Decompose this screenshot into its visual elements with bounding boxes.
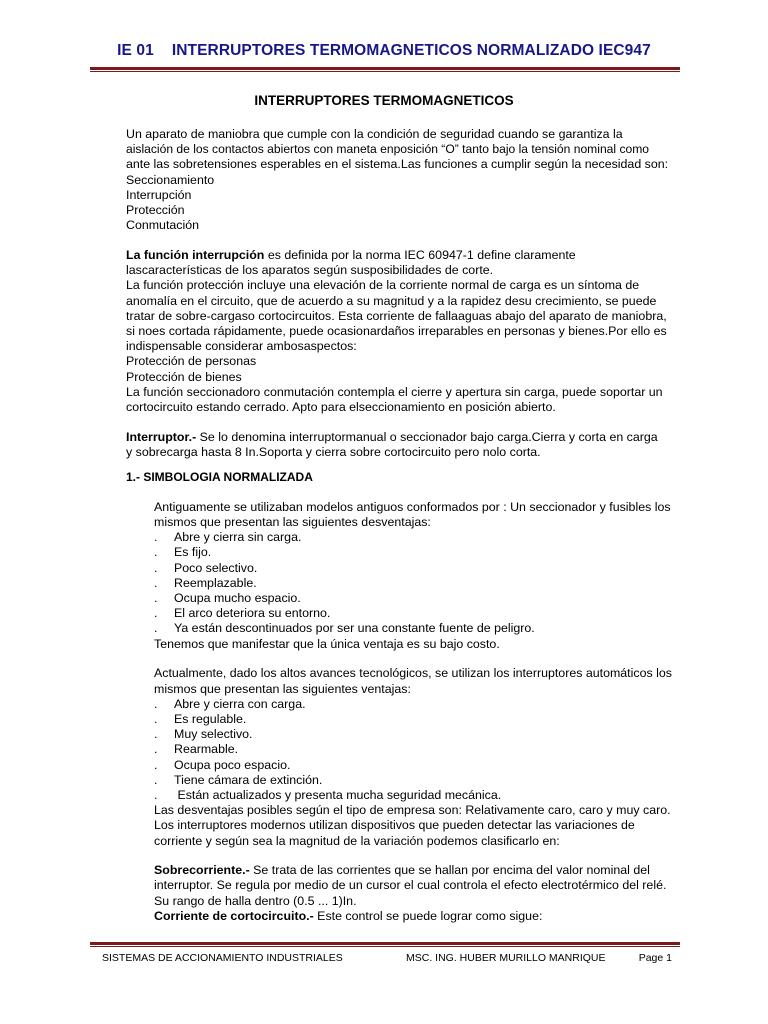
intro-line: ante las sobretensiones esperables en el sistema.Las funciones a cumplir según la necesidad son: (126, 157, 669, 172)
list-item: . Muy selectivo. (154, 727, 253, 742)
antiguo-block (154, 500, 686, 530)
antiguo-closing: Tenemos que manifestar que la única ventaja es su bajo costo. (154, 636, 500, 651)
actual-closing: Las desventajas posibles según el tipo de empresa son: Relativamente caro, caro y muy caro. (154, 803, 671, 818)
header-rule (90, 67, 680, 70)
list-item: . Es regulable. (154, 711, 247, 726)
page-header (0, 42, 768, 60)
actual-block (154, 666, 686, 924)
funcion-line: Protección de bienes (126, 369, 242, 384)
funcion-line: cortocircuito estando cerrado. Apto para elseccionamiento en posición abierto. (126, 399, 556, 414)
header-title: INTERRUPTORES TERMOMAGNETICOS NORMALIZADO IEC947 (171, 42, 651, 59)
funcion-line: si noes cortada rápidamente, puede ocasionardaños irreparables en personas y bienes.Por ello es (126, 323, 667, 338)
list-item: . El arco deteriora su entorno. (154, 606, 331, 621)
sobrecorriente-bold: Sobrecorriente.- (154, 863, 250, 878)
funcion-line: tratar de sobre-cargaso cortocircuitos. Esta corriente de fallaaguas abajo del aparato de maniobra, (126, 308, 667, 323)
funcion-line: lascaracterísticas de los aparatos según susposibilidades de corte. (126, 263, 494, 278)
footer-course: SISTEMAS DE ACCIONAMIENTO INDUSTRIALES (102, 952, 343, 964)
funcion-line: anomalía en el circuito, que de acuerdo a su magnitud y a la rapidez desu crecimiento, se puede (126, 293, 657, 308)
list-item: . Rearmable. (154, 742, 239, 757)
intro-line: Interrupción (126, 187, 192, 202)
actual-closing: Los interruptores modernos utilizan dispositivos que pueden detectar las variaciones de (154, 818, 635, 833)
list-item: . Abre y cierra con carga. (154, 696, 306, 711)
footer-rule (90, 942, 680, 945)
interruptor-line: Interruptor.- Se lo denomina interruptormanual o seccionador bajo carga.Cierra y corta en carga (126, 429, 658, 444)
sobrecorriente-line: Sobrecorriente.- Se trata de las corrientes que se hallan por encima del valor nominal del (154, 863, 650, 878)
actual-line: mismos que presentan las siguientes ventajas: (154, 681, 411, 696)
header-rule-thin (90, 71, 680, 72)
funcion-line: Protección de personas (126, 354, 257, 369)
list-item: . Es fijo. (154, 545, 212, 560)
intro-line: Protección (126, 203, 185, 218)
interruptor-bold: Interruptor.- (126, 429, 197, 444)
intro-line: aislación de los contactos abiertos con maneta enposición “O” tanto bajo la tensión nominal como (126, 142, 650, 157)
actual-line: Actualmente, dado los altos avances tecnológicos, se utilizan los interruptores automáticos los (154, 666, 672, 681)
antiguo-line: Antiguamente se utilizaban modelos antiguos conformados por : Un seccionador y fusibles los (154, 499, 671, 514)
footer-rule-thin (90, 946, 680, 947)
sobrecorriente-line: Su rango de halla dentro (0.5 ... 1)In. (154, 893, 357, 908)
intro-line: Un aparato de maniobra que cumple con la condición de seguridad cuando se garantiza la (126, 127, 623, 141)
funcion-line: La función protección incluye una elevación de la corriente normal de carga es un síntoma de (126, 278, 640, 293)
funcion-line: La función seccionadoro conmutación contempla el cierre y apertura sin carga, puede soportar un (126, 384, 663, 399)
doc-code: IE 01 (117, 42, 154, 59)
page-footer (102, 952, 672, 964)
list-item: . Reemplazable. (154, 575, 257, 590)
list-item: . Están actualizados y presenta mucha seguridad mecánica. (154, 787, 502, 802)
document-body (126, 127, 686, 924)
sobrecorriente-line: interruptor. Se regula por medio de un cursor el cual controla el efecto electrotérmico del relé. (154, 878, 667, 893)
list-item: . Ya están descontinuados por ser una constante fuente de peligro. (154, 621, 535, 636)
funcion-bold: La función interrupción (126, 247, 265, 262)
list-item: . Poco selectivo. (154, 560, 258, 575)
section-heading: 1.- SIMBOLOGIA NORMALIZADA (126, 470, 313, 485)
funcion-line: indispensable considerar ambosaspectos: (126, 339, 357, 354)
document-title: INTERRUPTORES TERMOMAGNETICOS (254, 93, 514, 108)
list-item: . Ocupa mucho espacio. (154, 590, 301, 605)
list-item: . Ocupa poco espacio. (154, 757, 291, 772)
list-item: . Tiene cámara de extinción. (154, 772, 323, 787)
page-number: Page 1 (638, 952, 672, 964)
actual-closing: corriente y según sea la magnitud de la variación podemos clasificarlo en: (154, 833, 560, 848)
footer-author: MSC. ING. HUBER MURILLO MANRIQUE (405, 952, 606, 964)
list-item: . Abre y cierra sin carga. (154, 530, 302, 545)
intro-line: Seccionamiento (126, 172, 215, 187)
cortocircuito-line: Corriente de cortocircuito.- Este control se puede lograr como sigue: (154, 908, 543, 923)
intro-line: Conmutación (126, 218, 200, 233)
cortocircuito-bold: Corriente de cortocircuito.- (154, 908, 314, 923)
funcion-line: La función interrupción es definida por la norma IEC 60947-1 define claramente (126, 247, 576, 262)
antiguo-line: mismos que presentan las siguientes desventajas: (154, 514, 431, 529)
antiguo-bullets (154, 530, 686, 652)
interruptor-line: y sobrecarga hasta 8 In.Soporta y cierra sobre cortocircuito pero nolo corta. (126, 444, 541, 459)
